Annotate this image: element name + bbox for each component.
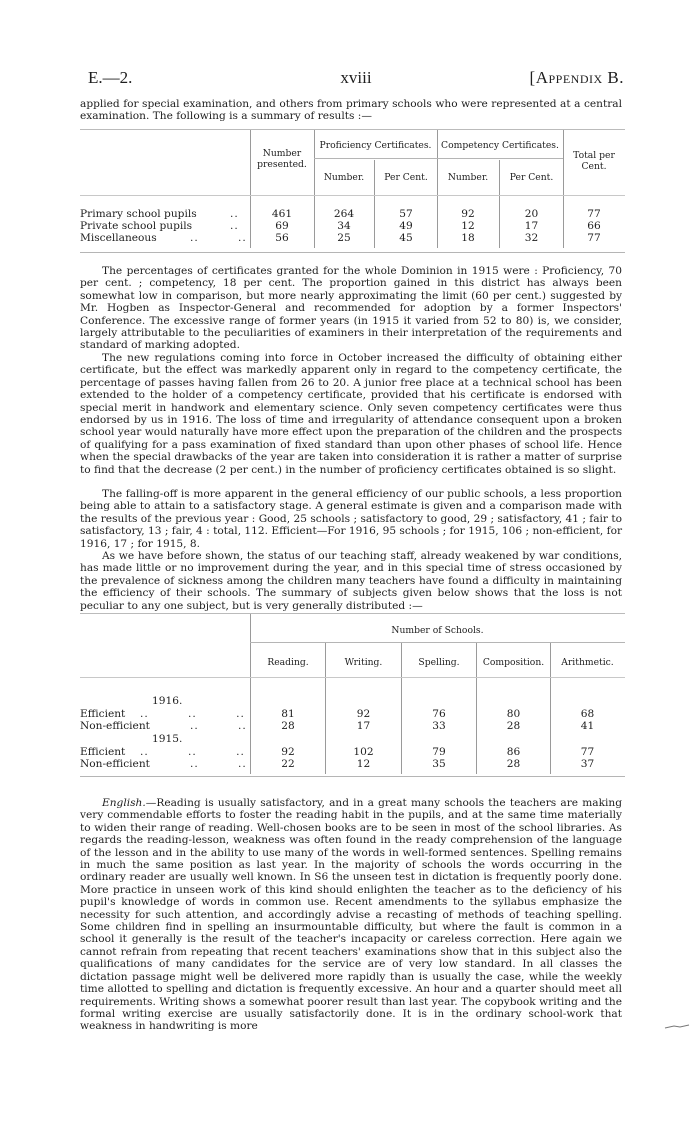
leader-dots: .. .. <box>190 232 247 244</box>
table2-year-1915: 1915. <box>152 733 183 745</box>
table2-row-label: Efficient <box>80 746 126 758</box>
table1-cell: 57 <box>399 208 413 220</box>
table1-group-competency: Competency Certificates. <box>441 140 559 151</box>
table2-group-rule <box>250 642 625 643</box>
leader-dots: .. .. .. <box>140 708 245 720</box>
table1-top-rule <box>80 129 625 130</box>
table2-cell: 92 <box>281 746 295 758</box>
table2-year-1916: 1916. <box>152 695 183 707</box>
table1-bottom-rule <box>80 252 625 253</box>
table2-cell: 33 <box>432 720 446 732</box>
english-body: —Reading is usually satisfactory, and in a great many schools the teachers are making very commendable efforts to foster the reading habit in the pupils, and at the same time materially to widen their range of reading. Well-chosen books are to be seen in most of the school libraries. As regards the reading-lesson, weakness was often found in the ready comprehension of the language of the lesson and in the ability to use many of the words in well-formed sentences. Spelling remains in much the same position as last year. In the majority of schools the words occurring in the ordinary reader are usually well known. In S6 the unseen test in dictation is frequently poorly done. More practice in unseen work of this kind should enlighten the teacher as to the deficiency of his pupil's knowledge of words in common use. Recent amendments to the syllabus emphasize the necessity for such attention, and accordingly advise a recasting of methods of teaching spelling. Some children find in spelling an insurmountable difficulty, but where the fault is common in a school it generally is the result of the teacher's incapacity or careless correction. Here again we cannot refrain from repeating that recent teachers' examinations show that in this subject also the qualifications of many candidates for the service are of very low standard. In all classes the dictation passage might well be delivered more rapidly than is usually the case, while the weekly time allotted to spelling and dictation is frequently excessive. An hour and a quarter should meet all requirements. Writing shows a somewhat poorer result than last year. The copybook writing and the formal writing exercise are usually satisfactorily done. It is in the ordinary school-work that weakness in handwriting is more <box>80 797 622 1033</box>
table2-cell: 76 <box>432 708 446 720</box>
leader-dots: .. .. .. <box>140 746 245 758</box>
table1-cell: 264 <box>333 208 355 220</box>
leader-dots: .. <box>230 208 239 220</box>
table1-cell: 25 <box>337 232 351 244</box>
english-heading: English. <box>102 797 146 809</box>
table2-row-label: Non-efficient <box>80 720 150 732</box>
table1-cell: 17 <box>524 220 539 232</box>
margin-pencil-mark-icon <box>664 1022 690 1032</box>
table2-cell: 17 <box>356 720 371 732</box>
table2-col-spelling: Spelling. <box>418 657 460 668</box>
table1-cell: 92 <box>461 208 475 220</box>
table1-cell: 45 <box>399 232 413 244</box>
table1-sub-number: Number. <box>323 172 365 183</box>
table2-cell: 77 <box>580 746 595 758</box>
table2-bottom-rule <box>80 776 625 777</box>
table2-row-label: Non-efficient <box>80 758 150 770</box>
table1-sub-percent: Per Cent. <box>509 172 554 183</box>
table2-col-composition: Composition. <box>482 657 545 668</box>
table1-col-total: Total per Cent. <box>573 150 615 172</box>
table1-cell: 66 <box>587 220 601 232</box>
table2-cell: 28 <box>506 720 521 732</box>
table1-group-proficiency: Proficiency Certificates. <box>319 140 432 151</box>
table1-header-rule <box>80 195 625 196</box>
table1-cell: 56 <box>275 232 289 244</box>
table2-cell: 81 <box>281 708 295 720</box>
table2-cell: 68 <box>580 708 595 720</box>
table2-cell: 22 <box>281 758 295 770</box>
table1-cell: 69 <box>275 220 289 232</box>
table2-col-reading: Reading. <box>267 657 309 668</box>
table1-col-number-presented: Number presented. <box>257 148 307 170</box>
table1-cell: 77 <box>587 208 601 220</box>
table2-cell: 37 <box>580 758 595 770</box>
paragraph-general-efficiency: The falling-off is more apparent in the general efficiency of our public schools, a less proportion being able to attain to a satisfactory stage. A general estimate is given and a comparison made with the results of the previous year : Good, 25 schools ; satisfactory to good, 29 ; satisfactory, 41 ; fair to satisfactory, 13 ; fair, 4 : total, 112. Efficient—For 1916, 95 schools ; for 1915, 106 ; non-efficient, for 1916, 17 ; for 1915, 8. <box>80 488 623 550</box>
leader-dots: .. <box>230 220 239 232</box>
leader-dots: .. .. <box>190 720 247 732</box>
table2-top-rule <box>80 613 625 614</box>
table2-col-arithmetic: Arithmetic. <box>561 657 614 668</box>
paragraph-dominion-percentages: The percentages of certificates granted for the whole Dominion in 1915 were : Proficiency, 70 per cent. ; competency, 18 per cent. The proportion gained in this district has always been somewhat low in comparison, but more nearly approximating the limit (60 per cent.) suggested by Mr. Hogben as Inspector-General and recommended for adoption by a former Inspectors' Conference. The excessive range of former years (in 1915 it varied from 52 to 80) is, we consider, largely attributable to the peculiarities of examiners in their interpretation of the requirements and standard of marking adopted. <box>80 265 622 352</box>
table2-cell: 12 <box>356 758 371 770</box>
intro-paragraph: applied for special examination, and others from primary schools who were represented at a central examination. The following is a summary of results :— <box>80 98 622 123</box>
table1-row-label: Primary school pupils <box>80 208 197 220</box>
header-reference: E.—2. <box>88 68 133 87</box>
table1-row-label: Private school pupils <box>80 220 193 232</box>
paragraph-english <box>80 797 622 1033</box>
table2-cell: 86 <box>506 746 521 758</box>
table1-cell: 12 <box>461 220 475 232</box>
header-appendix: [Appendix B. <box>529 68 624 87</box>
paragraph-new-regulations: The new regulations coming into force in October increased the difficulty of obtaining either certificate, but the effect was markedly apparent only in regard to the competency certificate, the percentage of passes having fallen from 26 to 20. A junior free place at a technical school has been extended to the holder of a competency certificate, provided that his certificate is endorsed with special merit in handwork and elementary science. Only seven competency certificates were thus endorsed by us in 1916. The loss of time and irregularity of attendance consequent upon a broken school year would naturally have more effect upon the preparation of the children and the prospects of qualifying for a pass examination of fixed standard than upon other phases of school life. Hence when the special drawbacks of the year are taken into consideration it is rather a matter of surprise to find that the decrease (2 per cent.) in the number of proficiency certificates obtained is so slight. <box>80 352 623 476</box>
table2-col-writing: Writing. <box>344 657 383 668</box>
paragraph-teaching-staff: As we have before shown, the status of our teaching staff, already weakened by war conditions, has made little or no improvement during the year, and in this special time of stress occasioned by the prevalence of sickness among the children many teachers have found a difficulty in maintaining the efficiency of their schools. The summary of subjects given below shows that the loss is not peculiar to any one subject, but is very generally distributed :— <box>80 550 622 612</box>
table2-cell: 102 <box>353 746 374 758</box>
table1-cell: 461 <box>271 208 293 220</box>
table1-cell: 77 <box>587 232 601 244</box>
table2-cell: 79 <box>432 746 446 758</box>
table2-cell: 35 <box>432 758 446 770</box>
table1-cell: 49 <box>399 220 413 232</box>
table1-group-rule <box>314 158 563 159</box>
table1-cell: 34 <box>337 220 351 232</box>
table1-cell: 18 <box>461 232 475 244</box>
table1-row-label: Miscellaneous <box>80 232 157 244</box>
leader-dots: .. .. <box>190 758 247 770</box>
table2-header-rule <box>80 677 625 678</box>
table1-cell: 32 <box>524 232 539 244</box>
page-number: xviii <box>340 68 372 87</box>
page-header <box>88 68 624 92</box>
table1-cell: 20 <box>524 208 539 220</box>
table2-cell: 92 <box>356 708 371 720</box>
table1-sub-number: Number. <box>447 172 489 183</box>
table2-cell: 80 <box>506 708 521 720</box>
table2-cell: 28 <box>506 758 521 770</box>
table1-sub-percent: Per Cent. <box>384 172 428 183</box>
table2-group-number-of-schools: Number of Schools. <box>391 625 484 636</box>
table2-cell: 28 <box>281 720 295 732</box>
table2-cell: 41 <box>580 720 595 732</box>
table2-row-label: Efficient <box>80 708 126 720</box>
